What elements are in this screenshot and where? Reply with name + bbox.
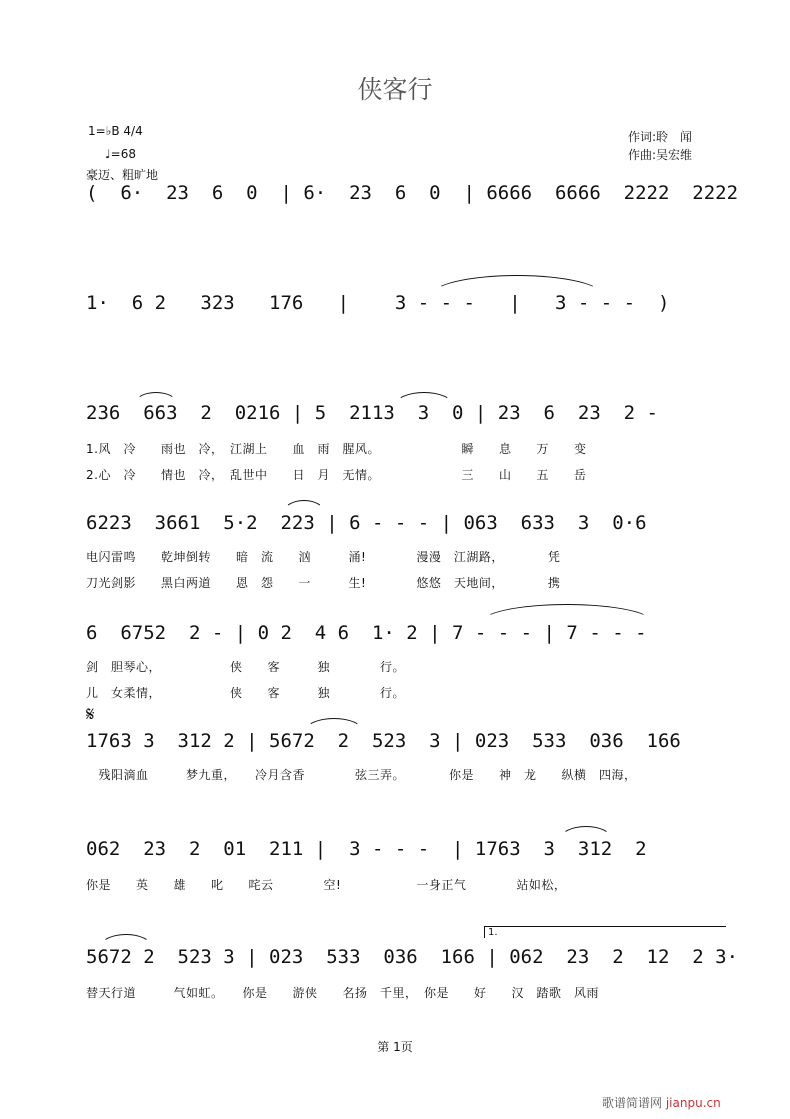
notation-line: 6223 3661 5·2 223 | 6 - - - | 063 633 3 0·6 [86,512,647,534]
notation-line: 6 6752 2 - | 0 2 4 6 1· 2 | 7 - - - | 7 - - - [86,622,647,644]
score-row-6 [86,730,726,754]
lyric-line-1: 1.风 冷 雨也 冷， 江湖上 血 雨 腥风。 瞬 息 万 变 [86,442,587,456]
first-ending-bracket: 1. [484,926,726,938]
composer-credit: 作曲:吴宏维 [628,148,693,162]
watermark: 歌谱简谱网 jianpu.cn [602,1096,721,1110]
score-row-1 [86,182,739,206]
lyric-line-1: 替天行道 气如虹。 你是 游侠 名扬 千里， 你是 好 汉 踏歌 风雨 [86,986,600,1000]
lyric-line-2: 刀光剑影 黑白两道 恩 怨 一 生! 悠悠 天地间， 携 [86,576,561,590]
notation-line: ( 6· 23 6 0 | 6· 23 6 0 | 6666 6666 2222 2222 [86,182,739,204]
notation-line: 1· 6 2 323 176 | 3 - - - | 3 - - - ) [86,292,670,314]
segno-sign: 𝄋 [86,702,95,726]
slur-mark [283,500,325,513]
lyricist-credit: 作词:聆 闻 [628,130,693,144]
notation-line: 236 663 2 0216 | 5 2113 3 0 | 23 6 23 2 - [86,402,658,424]
score-row-4 [86,512,726,536]
notation-line: 1763 3 312 2 | 5672 2 523 3 | 023 533 036 166 [86,730,681,752]
score-row-5 [86,622,726,646]
lyric-line-2: 2.心 冷 情也 冷， 乱世中 日 月 无情。 三 山 五 岳 [86,468,587,482]
page-number: 第 1页 [377,1040,413,1054]
score-row-2 [86,292,726,316]
tempo-marking: ♩=68 [105,147,136,161]
lyric-line-1: 残阳滴血 梦九重， 冷月含香 弦三弄。 你是 神 龙 纵横 四海， [86,768,637,782]
key-signature: 1=♭B 4/4 [88,124,143,138]
notation-line: 5672 2 523 3 | 023 533 036 166 | 062 23 2 12 2 3· [86,946,739,968]
page-title: 侠客行 [357,75,433,104]
score-row-8 [86,946,739,970]
score-row-3 [86,402,726,426]
slur-mark [100,934,152,947]
score-row-7 [86,838,726,862]
lyric-line-2: 儿 女柔情， 侠 客 独 行。 [86,686,406,700]
tie-mark [480,604,654,623]
lyric-line-1: 电闪雷鸣 乾坤倒转 暗 流 汹 涌! 漫漫 江湖路， 凭 [86,550,561,564]
tie-mark [430,275,604,296]
slur-mark [305,718,363,731]
expression-marking: 豪迈、粗旷地 [86,168,159,182]
notation-line: 062 23 2 01 211 | 3 - - - | 1763 3 312 2 [86,838,647,860]
slur-mark [560,826,612,839]
slur-mark [395,392,453,405]
lyric-line-1: 剑 胆琴心， 侠 客 独 行。 [86,660,406,674]
lyric-line-1: 你是 英 雄 叱 咤云 空! 一身正气 站如松， [86,878,567,892]
slur-mark [135,392,177,403]
